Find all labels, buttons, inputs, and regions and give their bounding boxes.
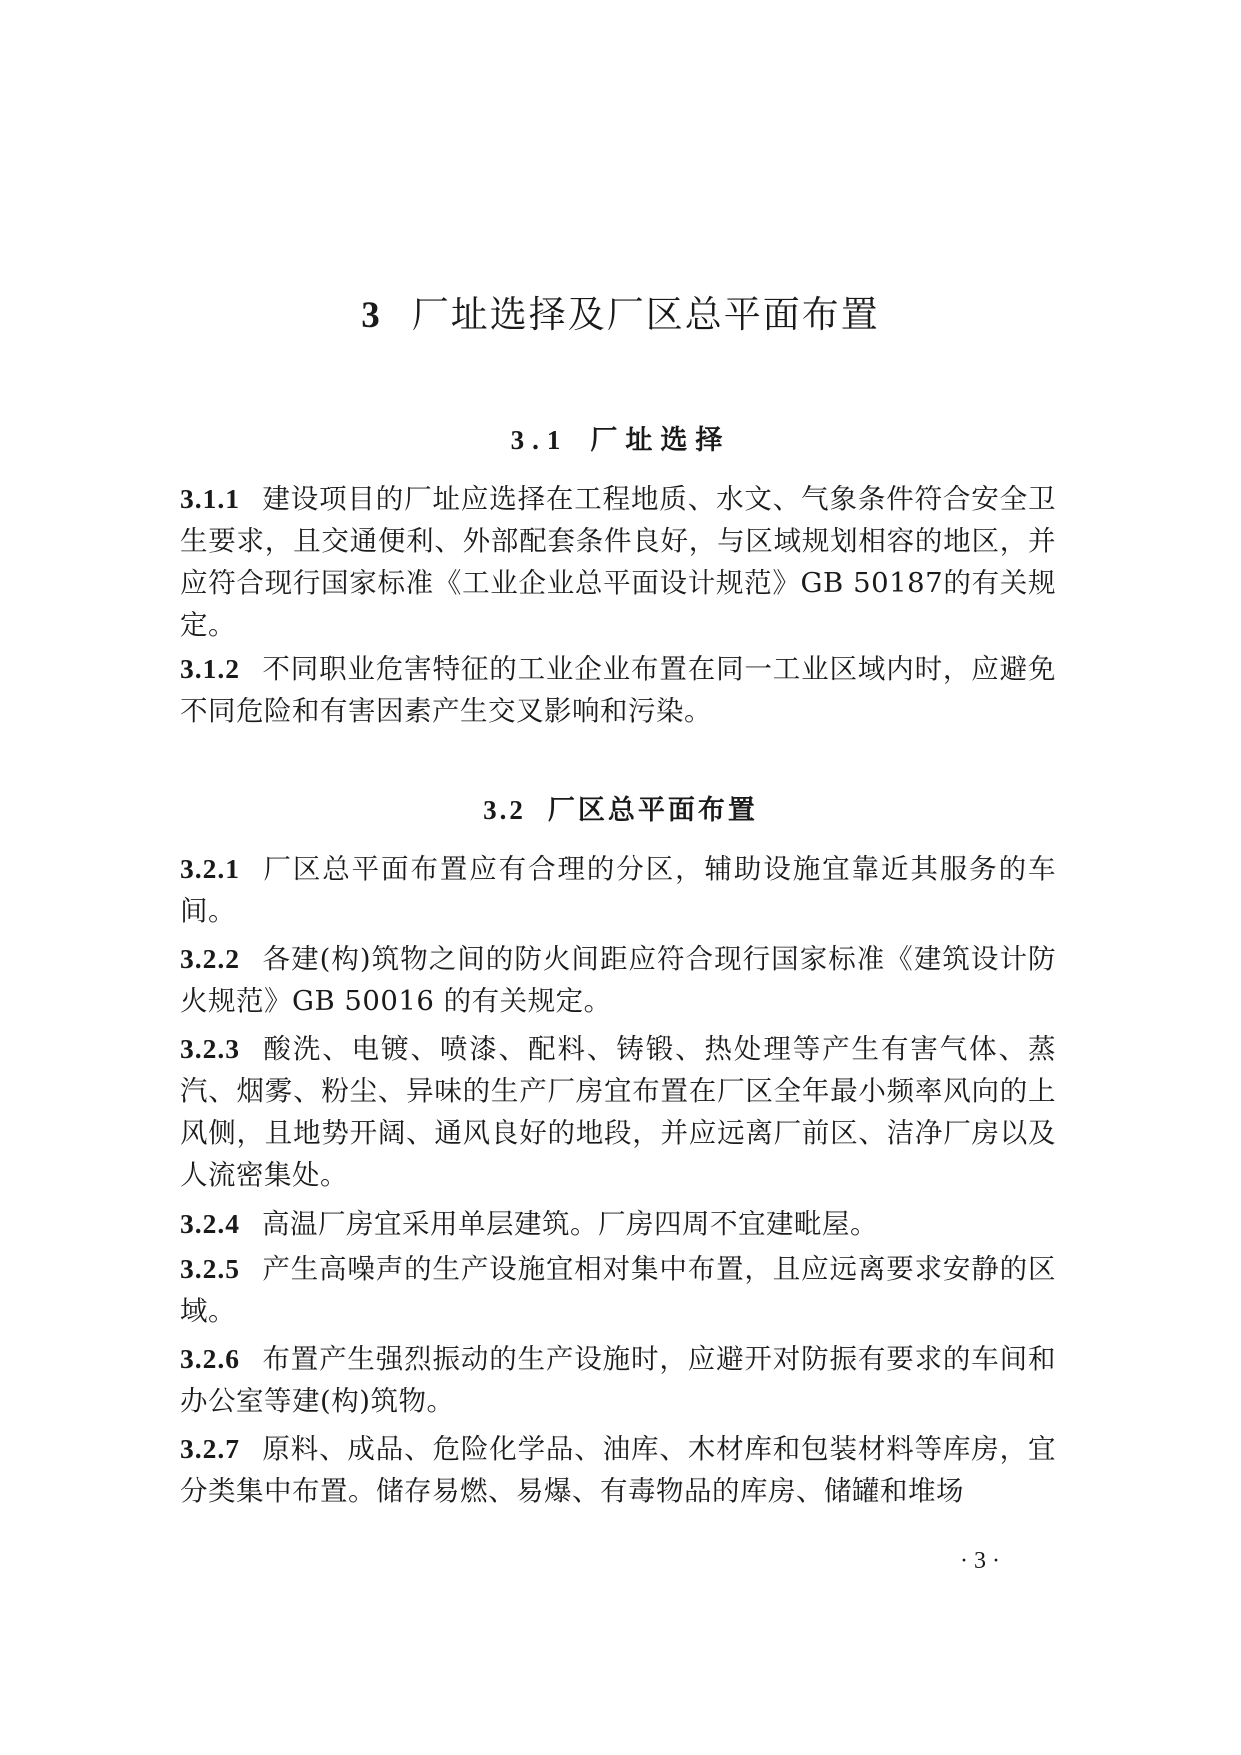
chapter-title-text: 厂址选择及厂区总平面布置 <box>411 293 880 336</box>
clause-number: 3.1.2 <box>180 653 240 684</box>
clause-3-1-1 <box>180 478 1056 646</box>
clause-text: 酸洗、电镀、喷漆、配料、铸锻、热处理等产生有害气体、蒸汽、烟雾、粉尘、异味的生产厂房宜布置在厂区全年最小频率风向的上风侧，且地势开阔、通风良好的地段，并应远离厂前区、洁净厂房以及人流密集处。 <box>180 1033 1056 1191</box>
section-title-3-2 <box>0 788 1241 827</box>
clause-3-2-6 <box>180 1338 1056 1422</box>
clause-3-1-2 <box>180 648 1056 732</box>
clause-3-2-3 <box>180 1028 1056 1196</box>
section-title-text: 厂区总平面布置 <box>547 795 758 826</box>
clause-number: 3.2.3 <box>180 1033 240 1064</box>
clause-text: 高温厂房宜采用单层建筑。厂房四周不宜建毗屋。 <box>262 1208 878 1240</box>
section-title-3-1 <box>0 418 1241 457</box>
clause-3-2-1 <box>180 848 1056 932</box>
clause-number: 3.2.5 <box>180 1253 240 1284</box>
clause-number: 3.2.4 <box>180 1208 240 1239</box>
clause-text: 原料、成品、危险化学品、油库、木材库和包装材料等库房，宜分类集中布置。储存易燃、易爆、有毒物品的库房、储罐和堆场 <box>180 1433 1056 1507</box>
clause-text: 厂区总平面布置应有合理的分区，辅助设施宜靠近其服务的车间。 <box>180 853 1056 927</box>
clause-text: 各建(构)筑物之间的防火间距应符合现行国家标准《建筑设计防火规范》GB 50016 的有关规定。 <box>180 943 1056 1017</box>
clause-number: 3.2.2 <box>180 943 240 974</box>
clause-number: 3.2.6 <box>180 1343 240 1374</box>
clause-number: 3.2.1 <box>180 853 240 884</box>
clause-3-2-5 <box>180 1248 1056 1332</box>
chapter-number: 3 <box>361 295 382 336</box>
clause-3-2-7 <box>180 1428 1056 1512</box>
clause-3-2-4 <box>180 1203 1056 1245</box>
clause-text: 布置产生强烈振动的生产设施时，应避开对防振有要求的车间和办公室等建(构)筑物。 <box>180 1343 1056 1417</box>
chapter-title <box>0 284 1241 338</box>
section-title-text: 厂址选择 <box>590 425 731 456</box>
clause-3-2-2 <box>180 938 1056 1022</box>
section-number: 3.2 <box>483 795 526 825</box>
clause-text: 产生高噪声的生产设施宜相对集中布置，且应远离要求安静的区域。 <box>180 1253 1056 1327</box>
clause-text: 不同职业危害特征的工业企业布置在同一工业区域内时，应避免不同危险和有害因素产生交叉影响和污染。 <box>180 653 1056 727</box>
section-number: 3.1 <box>510 425 569 455</box>
page-number: · 3 · <box>960 1548 1000 1574</box>
clause-number: 3.1.1 <box>180 483 240 514</box>
clause-number: 3.2.7 <box>180 1433 240 1464</box>
clause-text: 建设项目的厂址应选择在工程地质、水文、气象条件符合安全卫生要求，且交通便利、外部配套条件良好，与区域规划相容的地区，并应符合现行国家标准《工业企业总平面设计规范》GB 50187的有关规定。 <box>180 483 1056 641</box>
